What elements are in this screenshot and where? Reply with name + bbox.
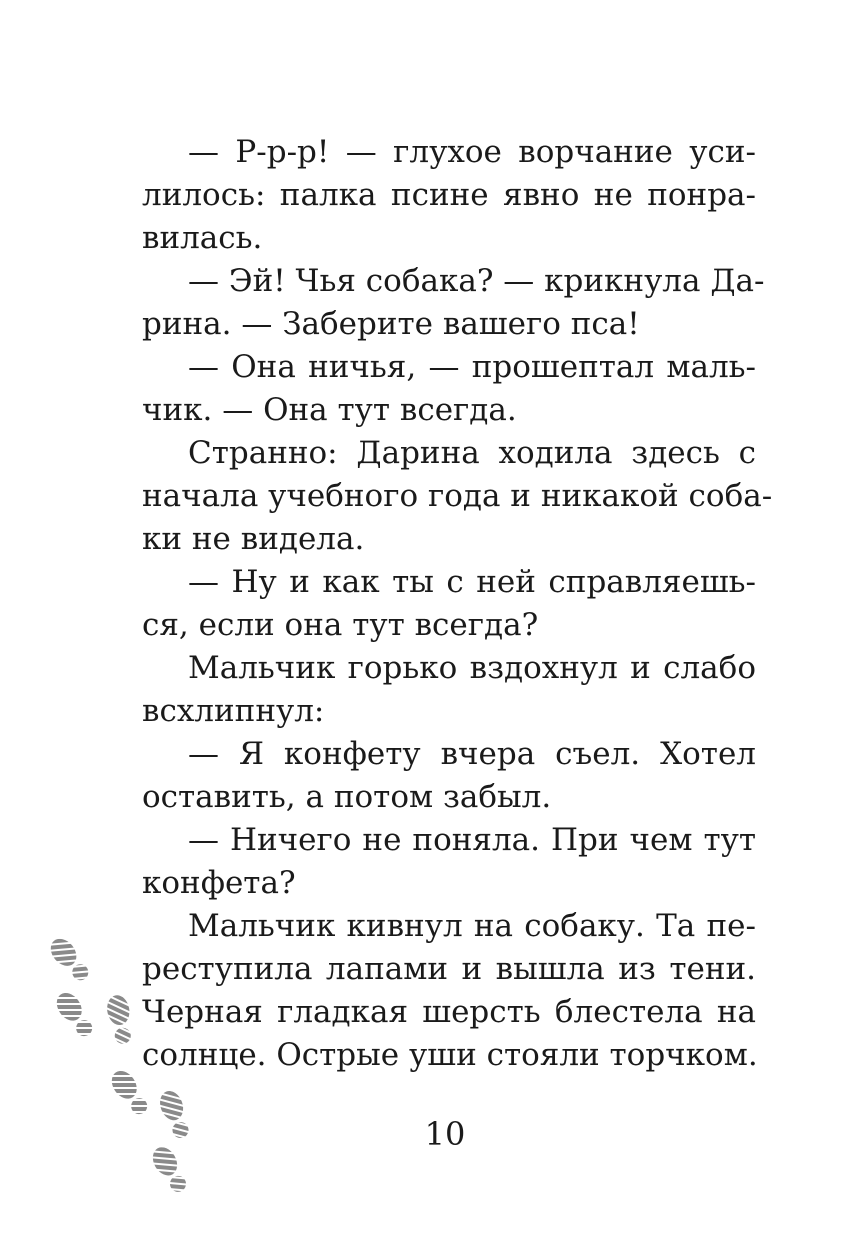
text-line: — Р-р-р! — глухое ворчание уси- — [188, 134, 756, 170]
page-number: 10 — [424, 1115, 466, 1153]
text-line: лилось: палка псине явно не понра- — [142, 177, 756, 213]
text-line: всхлипнул: — [142, 693, 325, 729]
text-line: конфета? — [142, 865, 296, 901]
text-line: Мальчик горько вздохнул и слабо — [188, 650, 756, 686]
text-line: — Ну и как ты с ней справляешь- — [188, 564, 756, 600]
text-line: начала учебного года и никакой соба- — [142, 478, 773, 514]
text-line: вилась. — [142, 220, 263, 256]
footprints-icon — [40, 925, 210, 1205]
text-line: — Я конфету вчера съел. Хотел — [188, 736, 756, 772]
text-line: — Она ничья, — прошептал маль- — [188, 349, 756, 385]
text-line: рина. — Заберите вашего пса! — [142, 306, 640, 342]
text-line: Черная гладкая шерсть блестела на — [142, 994, 756, 1030]
text-line: чик. — Она тут всегда. — [142, 392, 517, 428]
text-line: — Эй! Чья собака? — крикнула Да- — [188, 263, 765, 299]
text-line: ки не видела. — [142, 521, 365, 557]
text-line: — Ничего не поняла. При чем тут — [188, 822, 756, 858]
text-line: солнце. Острые уши стояли торчком. — [142, 1037, 758, 1073]
text-line: ся, если она тут всегда? — [142, 607, 539, 643]
text-line: Странно: Дарина ходила здесь с — [188, 435, 756, 471]
text-line: оставить, а потом забыл. — [142, 779, 552, 815]
text-line: Мальчик кивнул на собаку. Та пе- — [188, 908, 756, 944]
page-text — [142, 131, 773, 1077]
text-line: реступила лапами и вышла из тени. — [142, 951, 756, 987]
